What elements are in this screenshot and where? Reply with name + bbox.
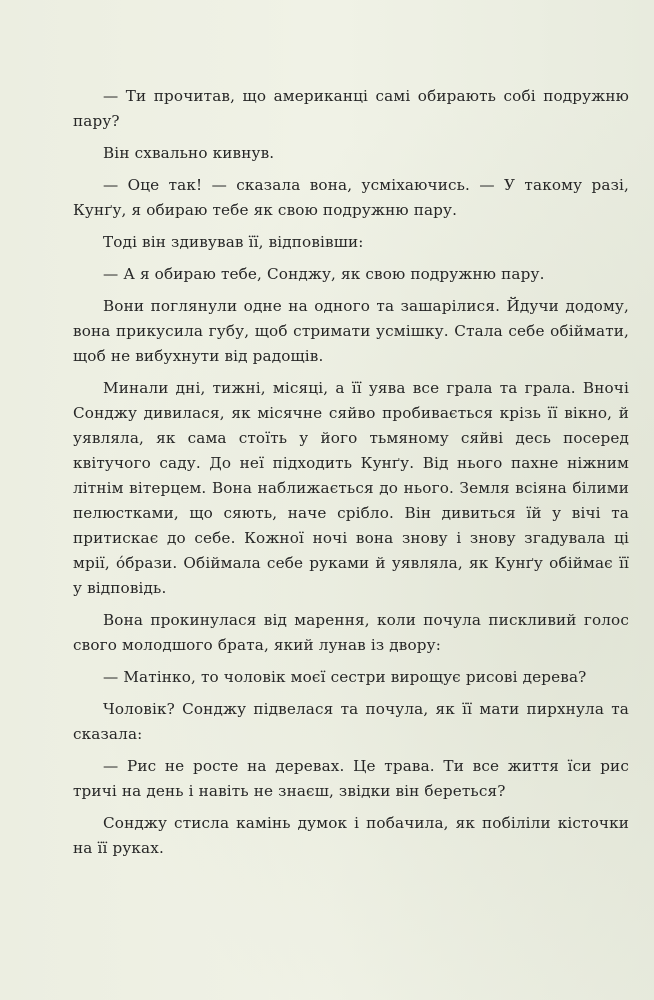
paragraph: — Рис не росте на деревах. Це трава. Ти все життя їси рис тричі на день і навіть не знаєш, звідки він береться?	[73, 757, 629, 800]
body-text	[73, 84, 629, 868]
paragraph: Сонджу стисла камінь думок і побачила, як побіліли кісточки на її руках.	[73, 814, 629, 857]
paragraph: Вони поглянули одне на одного та зашарілися. Йдучи додому, вона прикусила губу, щоб стримати усмішку. Стала себе обіймати, щоб не вибухнути від радощів.	[73, 297, 629, 365]
paragraph: Вона прокинулася від марення, коли почула пискливий голос свого молодшого брата, який лунав із двору:	[73, 611, 629, 654]
paragraph: Він схвально кивнув.	[103, 144, 275, 162]
paragraph: Чоловік? Сонджу підвелася та почула, як її мати пирхнула та сказала:	[73, 700, 629, 743]
paragraph: — Матінко, то чоловік моєї сестри вирощує рисові дерева?	[103, 668, 587, 686]
paragraph: Тоді він здивував її, відповівши:	[103, 233, 364, 251]
paragraph: — Ти прочитав, що американці самі обирають собі подружню пару?	[73, 87, 629, 130]
paragraph: — Оце так! — сказала вона, усміхаючись. — У такому разі, Кунґу, я обираю тебе як свою подружню пару.	[73, 176, 629, 219]
paragraph: — А я обираю тебе, Сонджу, як свою подружню пару.	[103, 265, 545, 283]
paragraph: Минали дні, тижні, місяці, а її уява все грала та грала. Вночі Сонджу дивилася, як місячне сяйво пробивається крізь її вікно, й уявляла, як сама стоїть у його тьмяному сяйві десь посеред квітучого саду. До неї підходить Кунґу. Від нього пахне ніжним літнім вітерцем. Вона наближається до нього. Земля всіяна білими пелюстками, що сяють, наче срібло. Він дивиться їй у вічі та притискає до себе. Кожної ночі вона знову і знову згадувала ці мрії, óбрази. Обіймала себе руками й уявляла, як Кунґу обіймає її у відповідь.	[73, 379, 629, 597]
